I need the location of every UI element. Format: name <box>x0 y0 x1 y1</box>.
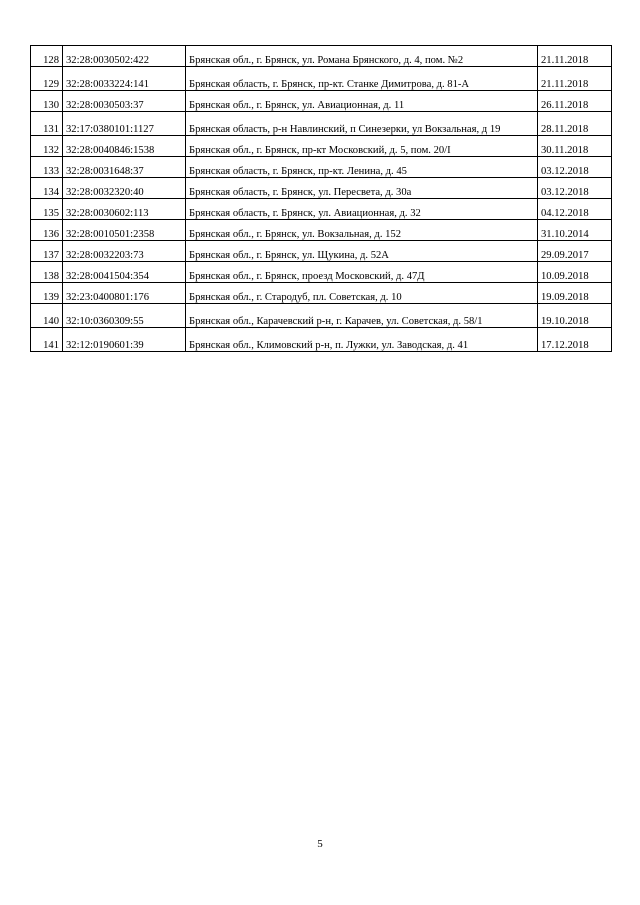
address-cell: Брянская обл., г. Стародуб, пл. Советская, д. 10 <box>186 283 538 304</box>
cadastral-number: 32:28:0030602:113 <box>63 199 186 220</box>
table-row <box>31 67 612 91</box>
table-row <box>31 283 612 304</box>
address-cell: Брянская область, г. Брянск, пр-кт. Станке Димитрова, д. 81-А <box>186 67 538 91</box>
cadastral-number: 32:28:0033224:141 <box>63 67 186 91</box>
address-cell: Брянская обл., Климовский р-н, п. Лужки, ул. Заводская, д. 41 <box>186 328 538 352</box>
date-cell: 03.12.2018 <box>538 157 612 178</box>
address-cell: Брянская обл., г. Брянск, ул. Романа Брянского, д. 4, пом. №2 <box>186 46 538 67</box>
row-number: 137 <box>31 241 63 262</box>
cadastral-number: 32:28:0032203:73 <box>63 241 186 262</box>
row-number: 128 <box>31 46 63 67</box>
row-number: 140 <box>31 304 63 328</box>
table-row <box>31 220 612 241</box>
row-number: 135 <box>31 199 63 220</box>
row-number: 139 <box>31 283 63 304</box>
row-number: 131 <box>31 112 63 136</box>
table-row <box>31 328 612 352</box>
cadastral-number: 32:28:0032320:40 <box>63 178 186 199</box>
cadastral-number: 32:28:0041504:354 <box>63 262 186 283</box>
address-cell: Брянская область, р-н Навлинский, п Синезерки, ул Вокзальная, д 19 <box>186 112 538 136</box>
table-row <box>31 157 612 178</box>
address-cell: Брянская обл., г. Брянск, ул. Вокзальная, д. 152 <box>186 220 538 241</box>
table-row <box>31 136 612 157</box>
date-cell: 21.11.2018 <box>538 67 612 91</box>
cadastral-number: 32:28:0010501:2358 <box>63 220 186 241</box>
cadastral-number: 32:28:0040846:1538 <box>63 136 186 157</box>
address-cell: Брянская обл., г. Брянск, пр-кт Московский, д. 5, пом. 20/I <box>186 136 538 157</box>
row-number: 138 <box>31 262 63 283</box>
cadastral-number: 32:23:0400801:176 <box>63 283 186 304</box>
address-cell: Брянская обл., г. Брянск, ул. Щукина, д. 52А <box>186 241 538 262</box>
cadastral-number: 32:28:0030503:37 <box>63 91 186 112</box>
table-row <box>31 46 612 67</box>
row-number: 132 <box>31 136 63 157</box>
table-row <box>31 304 612 328</box>
address-cell: Брянская область, г. Брянск, пр-кт. Ленина, д. 45 <box>186 157 538 178</box>
cadastral-number: 32:10:0360309:55 <box>63 304 186 328</box>
date-cell: 03.12.2018 <box>538 178 612 199</box>
table-row <box>31 241 612 262</box>
address-cell: Брянская обл., г. Брянск, проезд Московский, д. 47Д <box>186 262 538 283</box>
property-table-body <box>31 46 612 352</box>
date-cell: 19.09.2018 <box>538 283 612 304</box>
date-cell: 29.09.2017 <box>538 241 612 262</box>
table-row <box>31 199 612 220</box>
row-number: 136 <box>31 220 63 241</box>
property-table <box>30 45 612 352</box>
date-cell: 26.11.2018 <box>538 91 612 112</box>
date-cell: 17.12.2018 <box>538 328 612 352</box>
address-cell: Брянская обл., г. Брянск, ул. Авиационная, д. 11 <box>186 91 538 112</box>
address-cell: Брянская область, г. Брянск, ул. Авиационная, д. 32 <box>186 199 538 220</box>
cadastral-number: 32:17:0380101:1127 <box>63 112 186 136</box>
address-cell: Брянская область, г. Брянск, ул. Пересвета, д. 30а <box>186 178 538 199</box>
date-cell: 19.10.2018 <box>538 304 612 328</box>
date-cell: 31.10.2014 <box>538 220 612 241</box>
date-cell: 10.09.2018 <box>538 262 612 283</box>
table-row <box>31 262 612 283</box>
row-number: 134 <box>31 178 63 199</box>
table-row <box>31 178 612 199</box>
page-number: 5 <box>317 838 323 850</box>
date-cell: 21.11.2018 <box>538 46 612 67</box>
date-cell: 28.11.2018 <box>538 112 612 136</box>
cadastral-number: 32:12:0190601:39 <box>63 328 186 352</box>
row-number: 141 <box>31 328 63 352</box>
date-cell: 30.11.2018 <box>538 136 612 157</box>
address-cell: Брянская обл., Карачевский р-н, г. Карачев, ул. Советская, д. 58/1 <box>186 304 538 328</box>
cadastral-number: 32:28:0031648:37 <box>63 157 186 178</box>
table-row <box>31 91 612 112</box>
cadastral-number: 32:28:0030502:422 <box>63 46 186 67</box>
table-row <box>31 112 612 136</box>
row-number: 130 <box>31 91 63 112</box>
row-number: 133 <box>31 157 63 178</box>
row-number: 129 <box>31 67 63 91</box>
date-cell: 04.12.2018 <box>538 199 612 220</box>
